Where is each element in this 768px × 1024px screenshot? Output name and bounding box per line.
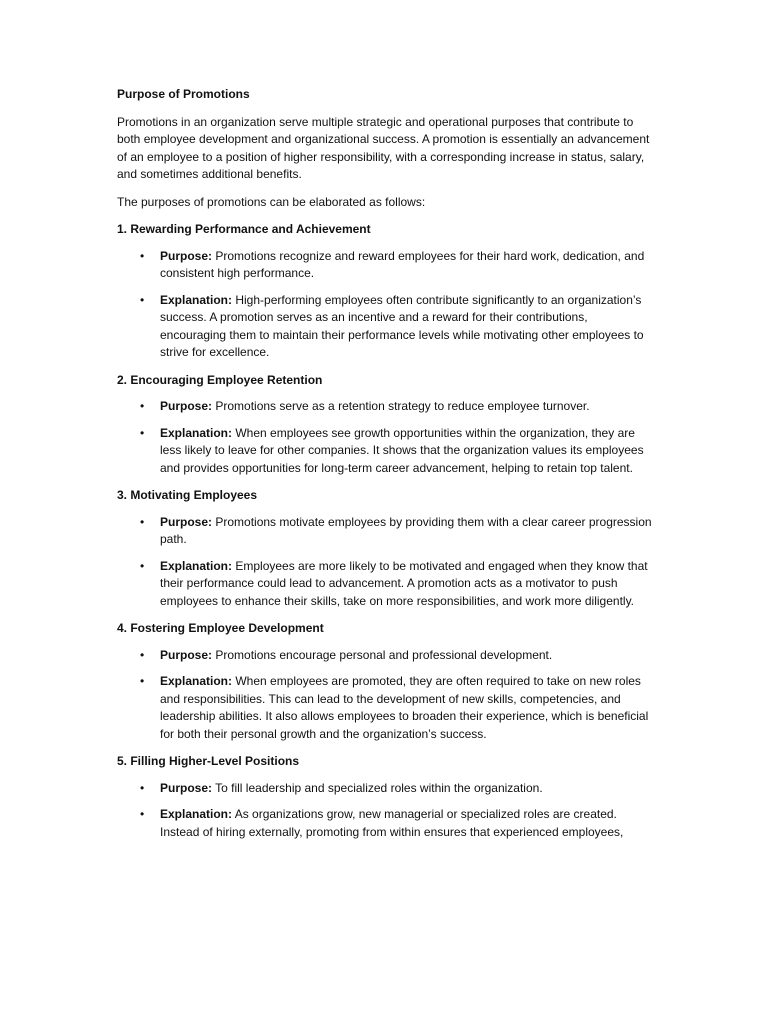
- section-heading: 5. Filling Higher-Level Positions: [117, 754, 300, 768]
- bullet-list: [117, 780, 652, 842]
- document-title: Purpose of Promotions: [117, 87, 250, 101]
- item-label: Purpose:: [160, 647, 213, 662]
- item-label: Purpose:: [160, 399, 213, 413]
- item-label: Explanation:: [160, 674, 233, 688]
- bullet-icon: •: [140, 558, 145, 573]
- section-rewarding-performance: [117, 221, 652, 362]
- bullet-icon: •: [140, 807, 145, 821]
- item-text: As organizations grow, new managerial or specialized roles are created. Instead of hiring externally, promoting from within ensures that experienced employees,: [160, 807, 624, 839]
- section-employee-development: [117, 620, 652, 743]
- item-label: Explanation:: [160, 558, 233, 573]
- list-item: [117, 292, 652, 362]
- bullet-icon: •: [140, 425, 145, 440]
- section-heading: 3. Motivating Employees: [117, 488, 258, 502]
- bullet-list: [117, 514, 652, 611]
- list-item: [117, 673, 652, 743]
- section-heading: 4. Fostering Employee Development: [117, 621, 324, 635]
- item-label: Purpose:: [160, 780, 213, 795]
- section-employee-retention: [117, 372, 652, 478]
- list-item: [117, 248, 652, 283]
- item-text: Promotions serve as a retention strategy to reduce employee turnover.: [212, 399, 590, 413]
- item-label: Explanation:: [160, 425, 233, 440]
- list-item: [117, 780, 652, 798]
- lead-paragraph: The purposes of promotions can be elaborated as follows:: [117, 194, 426, 209]
- item-label: Explanation:: [160, 807, 233, 821]
- item-text: High-performing employees often contribute significantly to an organization’s success. A promotion serves as an incentive and a reward for their contributions, encouraging them to maintain their performance levels while motivating other employees to strive for excellence.: [160, 292, 644, 359]
- bullet-list: [117, 647, 652, 744]
- list-item: [117, 647, 652, 665]
- item-label: Purpose:: [160, 514, 213, 529]
- bullet-icon: •: [140, 514, 145, 529]
- bullet-list: [117, 398, 652, 477]
- bullet-list: [117, 248, 652, 362]
- item-text: Promotions encourage personal and professional development.: [212, 647, 553, 662]
- bullet-icon: •: [140, 647, 145, 662]
- item-label: Purpose:: [160, 248, 213, 263]
- item-text: Promotions recognize and reward employees for their hard work, dedication, and consistent high performance.: [160, 248, 645, 280]
- item-label: Explanation:: [160, 292, 233, 307]
- document-body: [117, 86, 652, 851]
- intro-paragraph: Promotions in an organization serve multiple strategic and operational purposes that contribute to both employee development and organizational success. A promotion is essentially an advancement of an employee to a position of higher responsibility, with a corresponding increase in status, salary, and sometimes additional benefits.: [117, 114, 650, 181]
- bullet-icon: •: [140, 780, 145, 795]
- list-item: [117, 514, 652, 549]
- list-item: [117, 398, 652, 416]
- item-text: Employees are more likely to be motivated and engaged when they know that their performance could lead to advancement. A promotion acts as a motivator to push employees to enhance their skills, take on more responsibilities, and work more diligently.: [160, 558, 648, 608]
- section-heading: 2. Encouraging Employee Retention: [117, 372, 323, 387]
- bullet-icon: •: [140, 248, 145, 263]
- list-item: [117, 806, 652, 841]
- section-motivating-employees: [117, 487, 652, 610]
- item-text: To fill leadership and specialized roles within the organization.: [212, 780, 543, 795]
- bullet-icon: •: [140, 399, 145, 413]
- section-higher-level-positions: [117, 753, 652, 841]
- section-heading: 1. Rewarding Performance and Achievement: [117, 222, 371, 236]
- bullet-icon: •: [140, 674, 145, 688]
- bullet-icon: •: [140, 292, 145, 307]
- list-item: [117, 558, 652, 611]
- item-text: When employees see growth opportunities within the organization, they are less likely to leave for other companies. It shows that the organization values its employees and provides opportunities for long-term career advancement, helping to retain top talent.: [160, 425, 644, 475]
- list-item: [117, 425, 652, 478]
- item-text: When employees are promoted, they are often required to take on new roles and responsibilities. This can lead to the development of new skills, competencies, and leadership abilities. It also allows employees to broaden their experience, which is beneficial for both their personal growth and the organization’s success.: [160, 674, 649, 741]
- item-text: Promotions motivate employees by providing them with a clear career progression path.: [160, 514, 652, 546]
